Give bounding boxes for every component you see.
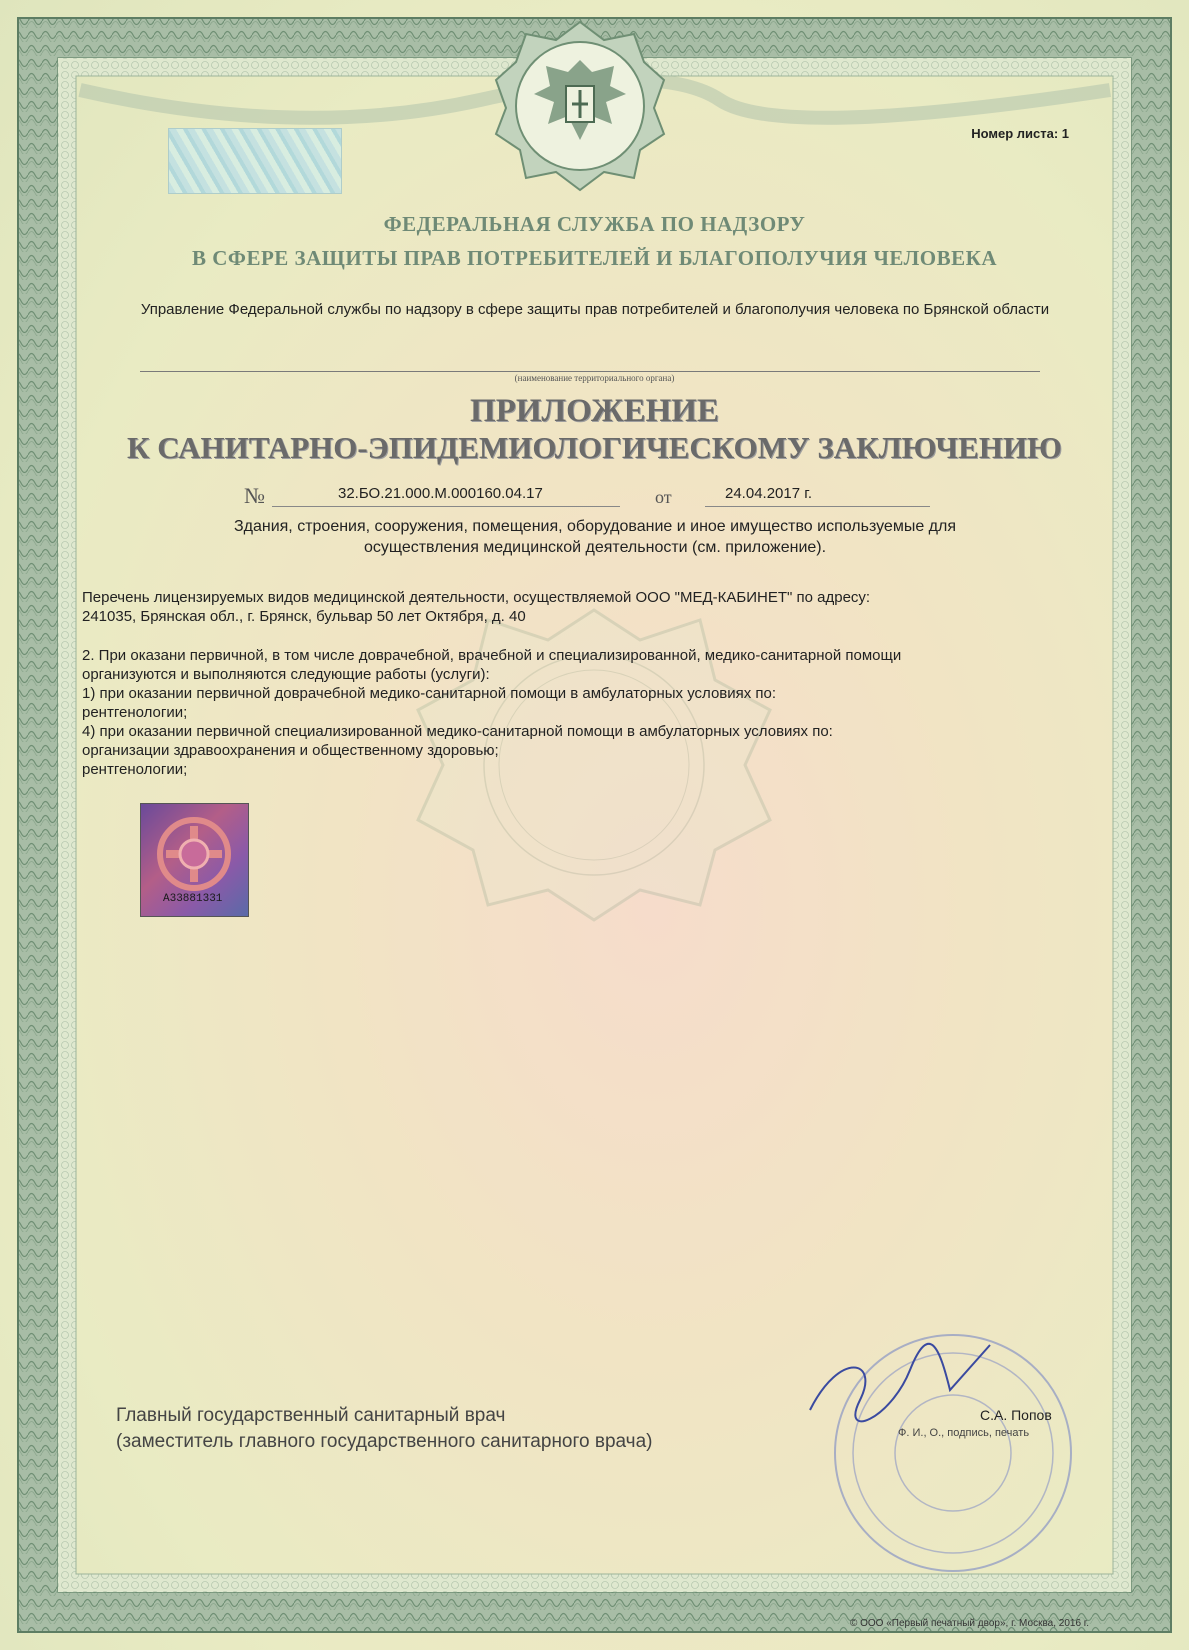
list-item: организации здравоохранения и общественному здоровью; xyxy=(82,742,499,759)
intro-line: Перечень лицензируемых видов медицинской деятельности, осуществляемой ООО "МЕД-КАБИНЕТ" по адресу: xyxy=(82,589,871,606)
services-list xyxy=(82,646,1092,779)
document-title: ПРИЛОЖЕНИЕ xyxy=(470,393,719,429)
list-item: рентгенологии; xyxy=(82,761,188,778)
activity-list-intro xyxy=(82,588,1092,626)
signature xyxy=(800,1340,1000,1430)
object-line: осуществления медицинской деятельности (см. приложение). xyxy=(363,539,827,556)
number-value: 32.БО.21.000.М.000160.04.17 xyxy=(338,485,543,502)
signatory-caption: Ф. И., О., подпись, печать xyxy=(898,1427,1030,1439)
document-subtitle: К САНИТАРНО-ЭПИДЕМИОЛОГИЧЕСКОМУ ЗАКЛЮЧЕНИЮ xyxy=(127,430,1062,465)
signatory-title: Главный государственный санитарный врач xyxy=(116,1405,506,1426)
object-description xyxy=(120,516,1070,558)
emblem-icon xyxy=(494,20,666,192)
hologram-strip xyxy=(168,128,342,194)
signatory-name: С.А. Попов xyxy=(980,1407,1052,1423)
printer-credit: © ООО «Первый печатный двор», г. Москва, 2016 г. xyxy=(849,1618,1089,1629)
territorial-caption: (наименование территориального органа) xyxy=(514,373,675,383)
list-item: организуются и выполняются следующие работы (услуги): xyxy=(82,666,490,683)
date-value: 24.04.2017 г. xyxy=(725,485,813,502)
hologram-number: А33881331 xyxy=(163,893,223,905)
territorial-underline xyxy=(140,371,1040,372)
signatory-subtitle: (заместитель главного государственного санитарного врача) xyxy=(116,1431,653,1452)
list-item: 2. При оказани первичной, в том числе доврачебной, врачебной и специализированной, медико-санитарной помощи xyxy=(82,647,902,664)
object-line: Здания, строения, сооружения, помещения, оборудование и иное имущество используемые для xyxy=(233,518,957,535)
territorial-body: Управление Федеральной службы по надзору в сфере защиты прав потребителей и благополучия человека по Брянской области xyxy=(140,301,1050,318)
agency-title-line1: ФЕДЕРАЛЬНАЯ СЛУЖБА ПО НАДЗОРУ xyxy=(383,212,806,236)
number-label: № xyxy=(244,483,265,508)
intro-line: 241035, Брянская обл., г. Брянск, бульвар 50 лет Октября, д. 40 xyxy=(82,608,526,625)
list-item: 4) при оказании первичной специализированной медико-санитарной помощи в амбулаторных условиях по: xyxy=(82,723,833,740)
number-underline xyxy=(272,506,620,507)
date-label: от xyxy=(655,487,672,507)
sheet-number: Номер листа: 1 xyxy=(971,126,1069,141)
list-item: 1) при оказании первичной доврачебной медико-санитарной помощи в амбулаторных условиях по: xyxy=(82,685,777,702)
date-underline xyxy=(705,506,930,507)
list-item: рентгенологии; xyxy=(82,704,188,721)
agency-title-line2: В СФЕРЕ ЗАЩИТЫ ПРАВ ПОТРЕБИТЕЛЕЙ И БЛАГОПОЛУЧИЯ ЧЕЛОВЕКА xyxy=(192,246,997,270)
